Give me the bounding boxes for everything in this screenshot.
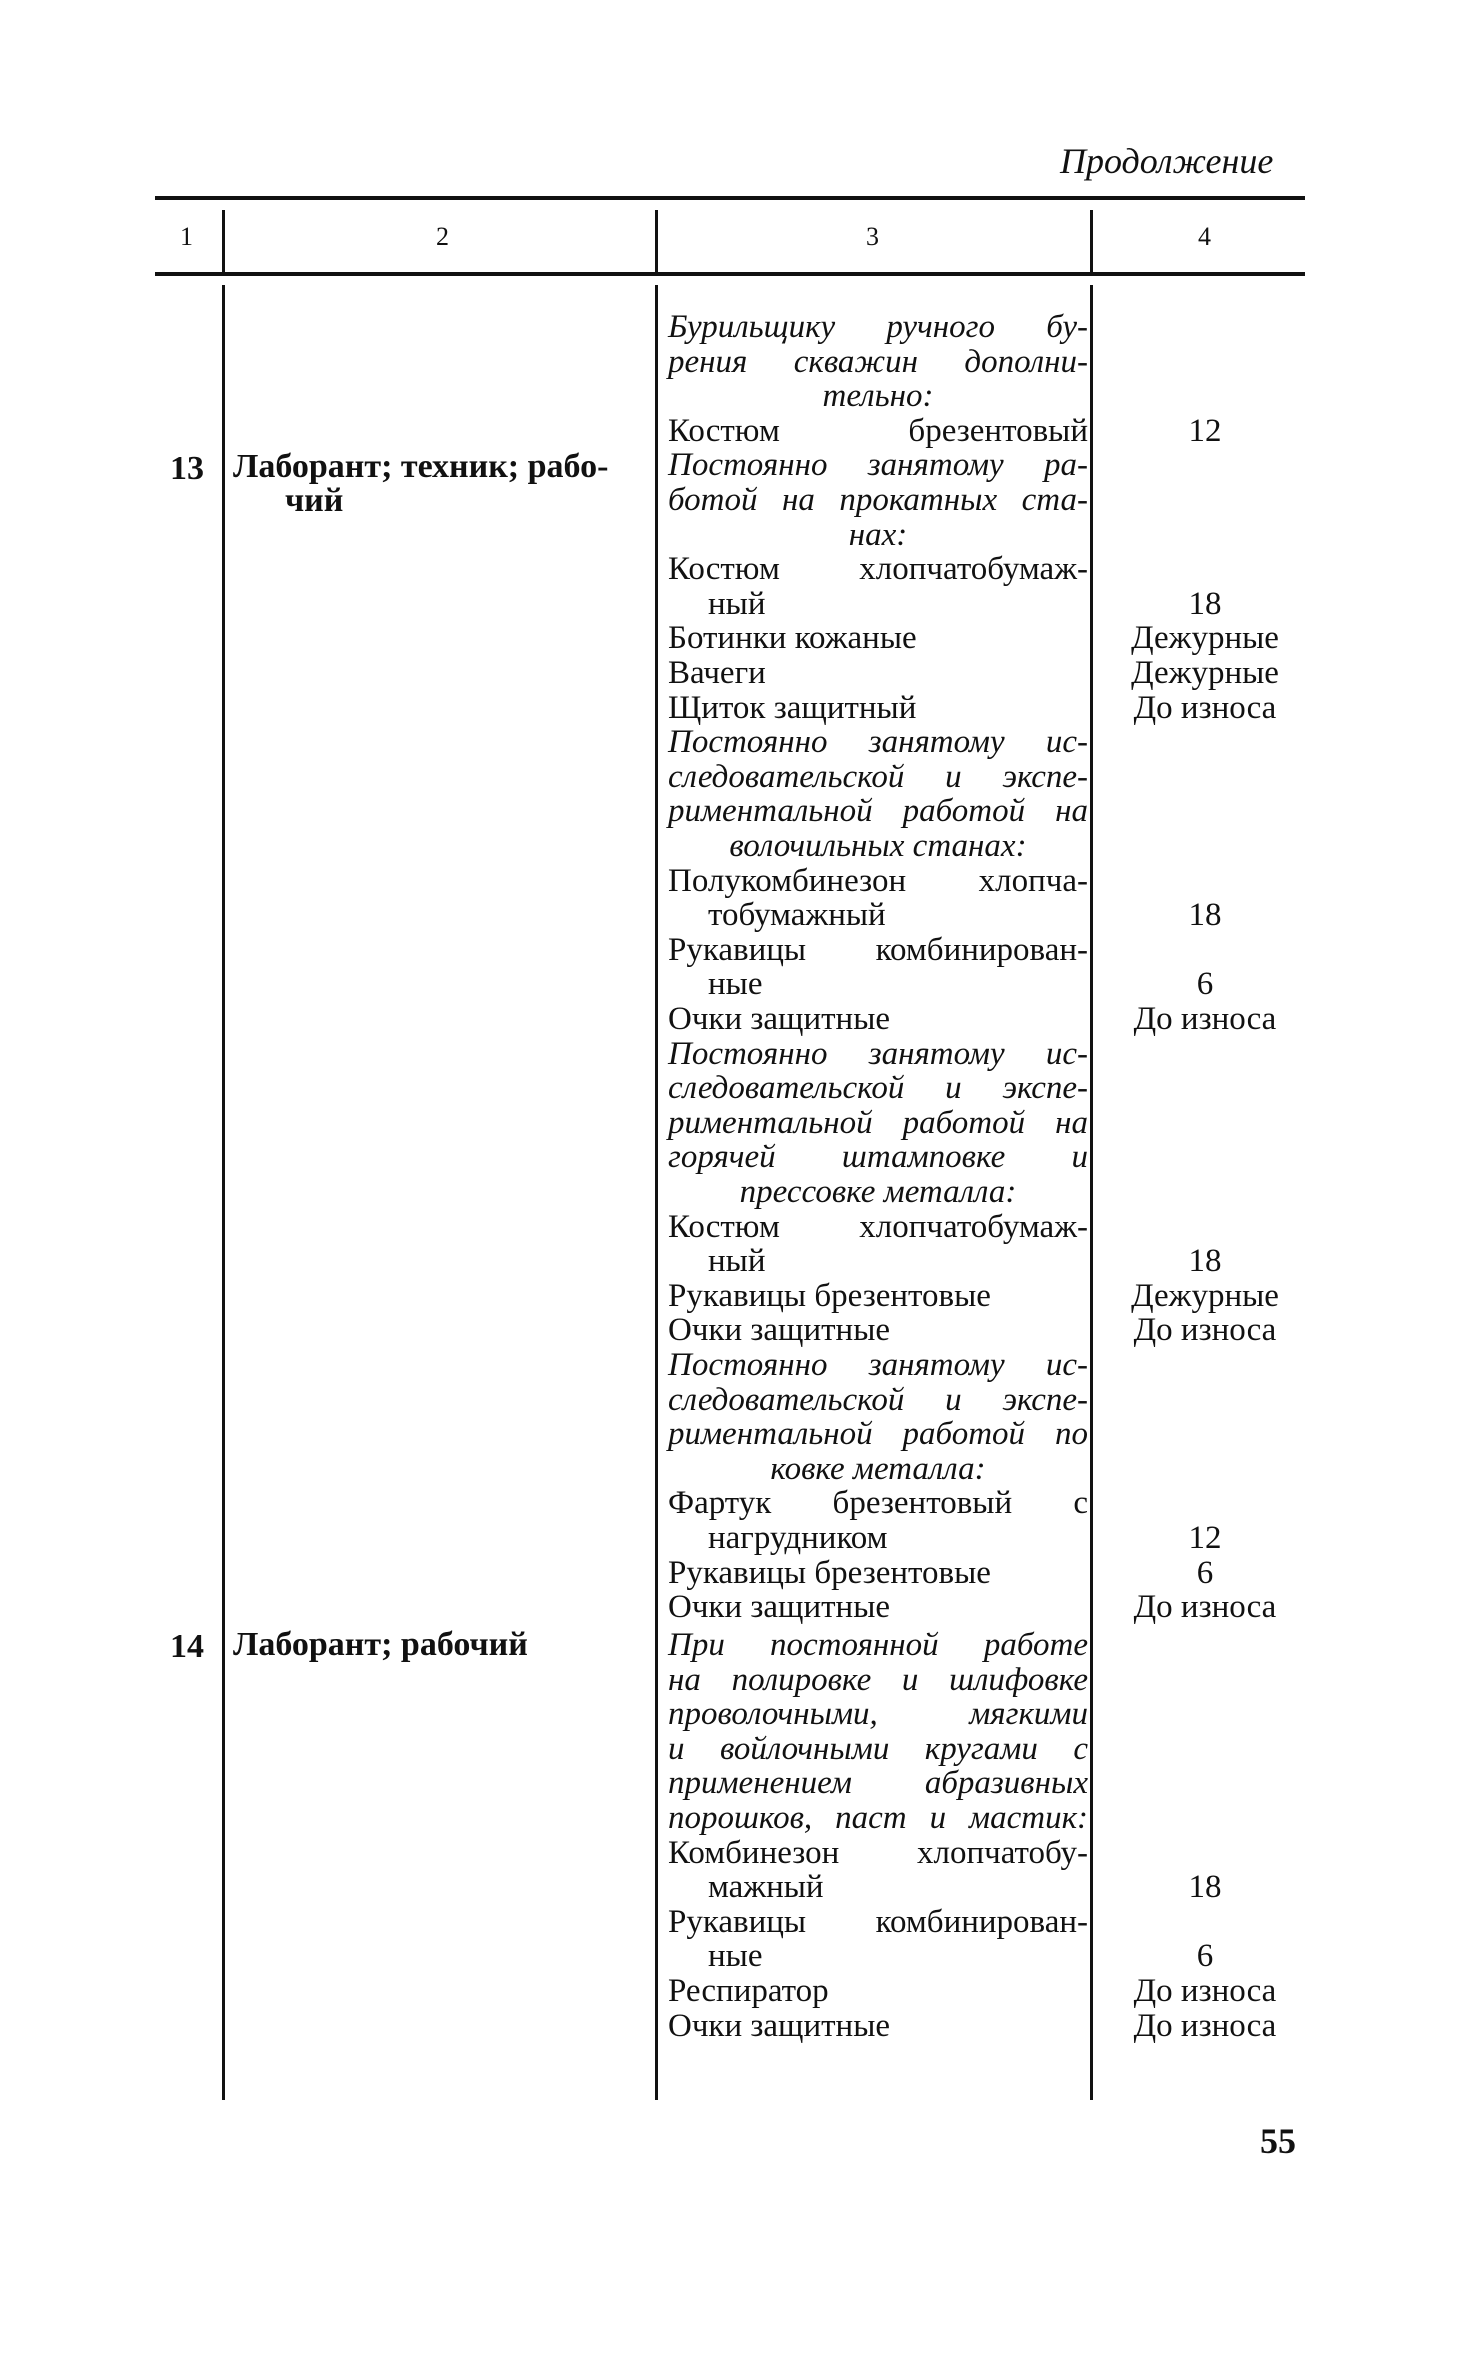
item-line: Очки защитные bbox=[668, 1589, 891, 1625]
position-line: чий bbox=[285, 482, 344, 519]
item-line: Рукавицы брезентовые bbox=[668, 1555, 991, 1591]
item-line: мажный bbox=[708, 1869, 824, 1905]
item-line: следовательской и экспе- bbox=[668, 1070, 1088, 1106]
item-line: риментальной работой на bbox=[668, 793, 1088, 829]
item-line: на полировке и шлифовке bbox=[668, 1662, 1088, 1698]
table-top-rule bbox=[155, 196, 1305, 200]
item-line: тельно: bbox=[822, 378, 934, 414]
item-line: и войлочными кругами с bbox=[668, 1731, 1088, 1767]
item-line: нагрудником bbox=[708, 1520, 888, 1556]
item-line: рения скважин дополни- bbox=[668, 344, 1088, 380]
item-line: нах: bbox=[848, 517, 908, 553]
page-number: 55 bbox=[1260, 2121, 1296, 2161]
item-line: Полукомбинезон хлопча- bbox=[668, 863, 1088, 899]
item-line: порошков, паст и мастик: bbox=[668, 1800, 1088, 1836]
item-line: Вачеги bbox=[668, 655, 766, 691]
wear-period: До износа bbox=[1133, 690, 1277, 726]
item-line: Костюм хлопчатобумаж- bbox=[668, 1209, 1088, 1245]
wear-period: Дежурные bbox=[1131, 655, 1279, 691]
item-line: Комбинезон хлопчатобу- bbox=[668, 1835, 1088, 1871]
wear-period: До износа bbox=[1133, 1973, 1277, 2009]
wear-period: 12 bbox=[1188, 1520, 1222, 1556]
item-line: Респиратор bbox=[668, 1973, 829, 2009]
column-divider-3-header bbox=[1090, 210, 1093, 272]
item-line: Щиток защитный bbox=[668, 690, 917, 726]
item-line: Постоянно занятому ис- bbox=[668, 1347, 1088, 1383]
row-number-13: 13 bbox=[170, 450, 204, 487]
item-line: Костюм хлопчатобумаж- bbox=[668, 551, 1088, 587]
column-divider-2-header bbox=[655, 210, 658, 272]
wear-period: 18 bbox=[1188, 1243, 1222, 1279]
running-header: Продолжение bbox=[1060, 141, 1274, 181]
item-line: Ботинки кожаные bbox=[668, 620, 917, 656]
item-line: Костюм брезентовый bbox=[668, 413, 1088, 449]
item-line: прессовке металла: bbox=[739, 1174, 1017, 1210]
item-line: ный bbox=[708, 1243, 766, 1279]
table-header-rule bbox=[155, 272, 1305, 276]
wear-period: До износа bbox=[1133, 1589, 1277, 1625]
column-header-1: 1 bbox=[180, 222, 193, 251]
item-line: проволочными, мягкими bbox=[668, 1696, 1088, 1732]
wear-period: До износа bbox=[1133, 1001, 1277, 1037]
item-line: Очки защитные bbox=[668, 1312, 891, 1348]
column-divider-1 bbox=[222, 285, 225, 2100]
item-line: волочильных станах: bbox=[729, 828, 1027, 864]
wear-period: До износа bbox=[1133, 2008, 1277, 2044]
column-divider-2 bbox=[655, 285, 658, 2100]
item-line: следовательской и экспе- bbox=[668, 1382, 1088, 1418]
wear-period: 18 bbox=[1188, 586, 1222, 622]
item-line: Постоянно занятому ис- bbox=[668, 1036, 1088, 1072]
wear-period: До износа bbox=[1133, 1312, 1277, 1348]
row-position-13 bbox=[233, 450, 653, 518]
wear-period: Дежурные bbox=[1131, 1278, 1279, 1314]
item-line: риментальной работой на bbox=[668, 1105, 1088, 1141]
item-line: ные bbox=[708, 966, 763, 1002]
column-header-2: 2 bbox=[436, 222, 449, 251]
position-line: Лаборант; рабочий bbox=[233, 1626, 528, 1663]
wear-period: Дежурные bbox=[1131, 620, 1279, 656]
item-line: Постоянно занятому ис- bbox=[668, 724, 1088, 760]
wear-period: 6 bbox=[1196, 1555, 1214, 1591]
item-line: ботой на прокатных ста- bbox=[668, 482, 1088, 518]
wear-period: 18 bbox=[1188, 897, 1222, 933]
column-divider-3 bbox=[1090, 285, 1093, 2100]
position-line: Лаборант; техник; рабо- bbox=[233, 448, 609, 485]
item-line: риментальной работой по bbox=[668, 1416, 1088, 1452]
row-position-14 bbox=[233, 1628, 653, 1662]
item-line: Рукавицы комбинирован- bbox=[668, 1904, 1088, 1940]
item-line: ный bbox=[708, 586, 766, 622]
wear-period: 18 bbox=[1188, 1869, 1222, 1905]
item-line: Рукавицы комбинирован- bbox=[668, 932, 1088, 968]
row-number-14: 14 bbox=[170, 1628, 204, 1665]
column-divider-1-header bbox=[222, 210, 225, 272]
item-line: Фартук брезентовый с bbox=[668, 1485, 1088, 1521]
item-line: горячей штамповке и bbox=[668, 1139, 1088, 1175]
item-line: При постоянной работе bbox=[668, 1627, 1088, 1663]
item-line: ковке металла: bbox=[770, 1451, 986, 1487]
item-line: следовательской и экспе- bbox=[668, 759, 1088, 795]
item-line: тобумажный bbox=[708, 897, 886, 933]
wear-period: 6 bbox=[1196, 1938, 1214, 1974]
item-line: Бурильщику ручного бу- bbox=[668, 309, 1088, 345]
item-line: применением абразивных bbox=[668, 1765, 1088, 1801]
item-line: Очки защитные bbox=[668, 1001, 891, 1037]
column-header-3: 3 bbox=[866, 222, 879, 251]
wear-period: 12 bbox=[1188, 413, 1222, 449]
item-line: ные bbox=[708, 1938, 763, 1974]
item-line: Рукавицы брезентовые bbox=[668, 1278, 991, 1314]
column-header-4: 4 bbox=[1198, 222, 1211, 251]
item-line: Очки защитные bbox=[668, 2008, 891, 2044]
wear-period: 6 bbox=[1196, 966, 1214, 1002]
item-line: Постоянно занятому ра- bbox=[668, 447, 1088, 483]
